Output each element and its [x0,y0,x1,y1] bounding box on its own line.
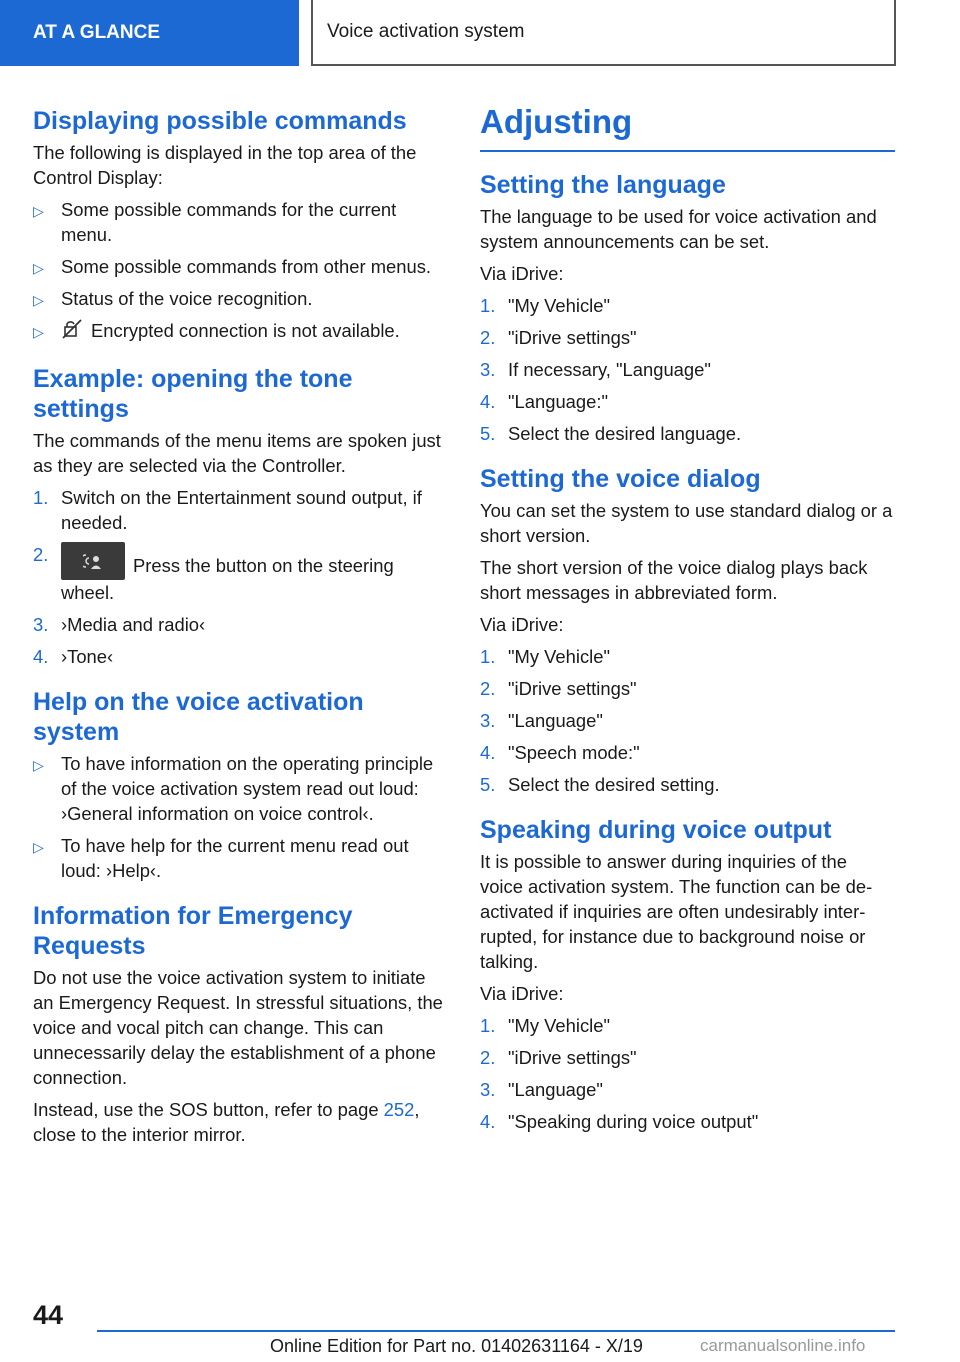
list-item: 1. "My Vehicle" [480,295,610,316]
list-item: ▷ To have help for the current menu read out loud: ›Help‹. [33,835,409,882]
list-item: 3. ›Media and radio‹ [33,614,206,636]
list-item: 1. "My Vehicle" [480,1015,610,1036]
list-item: 4. "Language:" [480,391,608,412]
triangle-right-icon: ▷ [33,292,44,308]
heading-setting-language: Setting the language [480,171,726,199]
list-item: 3. "Language" [480,1079,603,1100]
language-intro: The language to be used for voice activation and system announcements can be set. [480,206,877,252]
list-item: 2. "iDrive settings" [480,678,637,699]
left-column [33,100,443,1154]
list-item: 3. "Language" [480,710,603,731]
page-number: 44 [33,1300,64,1330]
section-tab: AT A GLANCE [0,0,299,66]
page-header [0,0,960,66]
right-column [480,100,895,1144]
triangle-right-icon: ▷ [33,203,44,219]
no-encryption-icon [61,318,83,346]
list-item: ▷ Encrypted connection is not available. [33,318,443,346]
list-item: 1. "My Vehicle" [480,646,610,667]
chapter-title: Voice activation system [311,0,896,66]
dialog-via: Via iDrive: [480,614,564,635]
list-item: 2. "iDrive settings" [480,327,637,348]
heading-help: Help on the voice activation system [33,688,364,747]
speaking-steps [480,1013,895,1134]
heading-speaking-output: Speaking during voice output [480,816,832,844]
emergency-sos-para: Instead, use the SOS button, refer to page 252, close to the interior mirror. [33,1099,420,1146]
watermark: carmanualsonline.info [700,1336,866,1355]
dialog-intro-2: The short version of the voice dialog plays back short messages in abbreviated form. [480,557,868,603]
speaking-intro: It is possible to answer during inquiries of the voice activation system. The function can be deactivated if inquiries are often undesirably interrupted, for instance due to background noise or talking. [480,851,873,972]
displaying-list [33,197,443,346]
list-item: 1. Switch on the Entertainment sound output, if needed. [33,487,422,534]
emergency-para: Do not use the voice activation system to initiate an Emergency Request. In stressful situations, the voice and vocal pitch can change. This can unnecessarily delay the establishment of a phone connection. [33,967,443,1089]
heading-displaying-commands: Displaying possible commands [33,107,407,135]
triangle-right-icon: ▷ [33,260,44,276]
triangle-right-icon: ▷ [33,324,44,340]
footer-divider [97,1330,895,1332]
displaying-intro: The following is displayed in the top area of the Control Display: [33,142,417,188]
language-via: Via iDrive: [480,263,564,284]
list-item: 5. Select the desired language. [480,423,742,444]
list-item: 3. If necessary, "Language" [480,359,711,380]
section-title-adjusting: Adjusting [480,100,895,152]
example-intro: The commands of the menu items are spoken just as they are selected via the Controller. [33,430,441,477]
list-item: 2. "iDrive settings" [480,1047,637,1068]
triangle-right-icon: ▷ [33,757,44,774]
list-item: 4. "Speaking during voice output" [480,1111,759,1132]
dialog-steps [480,644,895,797]
speaking-via: Via iDrive: [480,983,564,1004]
help-list [33,751,443,883]
footer-edition: Online Edition for Part no. 01402631164 - X/19 [270,1336,643,1356]
list-item: 5. Select the desired setting. [480,774,720,795]
list-item: ▷ To have information on the operating principle of the voice activation system read out loud: ›General information on voice control‹. [33,753,434,825]
voice-control-button-icon [61,542,125,580]
heading-voice-dialog: Setting the voice dialog [480,465,761,493]
heading-example-tone: Example: opening the tone settings [33,365,353,424]
page-reference-link[interactable]: 252 [383,1099,415,1121]
list-item: ▷ Some possible commands for the current menu. [33,199,397,245]
list-item: 4. "Speech mode:" [480,742,640,763]
heading-emergency: Information for Emergency Requests [33,902,353,961]
language-steps [480,293,895,446]
list-item: 2. Press the button on the steering wheel. [33,544,394,604]
triangle-right-icon: ▷ [33,839,44,856]
example-steps [33,485,443,669]
list-item: 4. ›Tone‹ [33,646,114,668]
list-item: ▷ Status of the voice recognition. [33,286,443,311]
dialog-intro: You can set the system to use standard dialog or a short version. [480,500,893,546]
list-item: ▷ Some possible commands from other menus. [33,254,443,279]
